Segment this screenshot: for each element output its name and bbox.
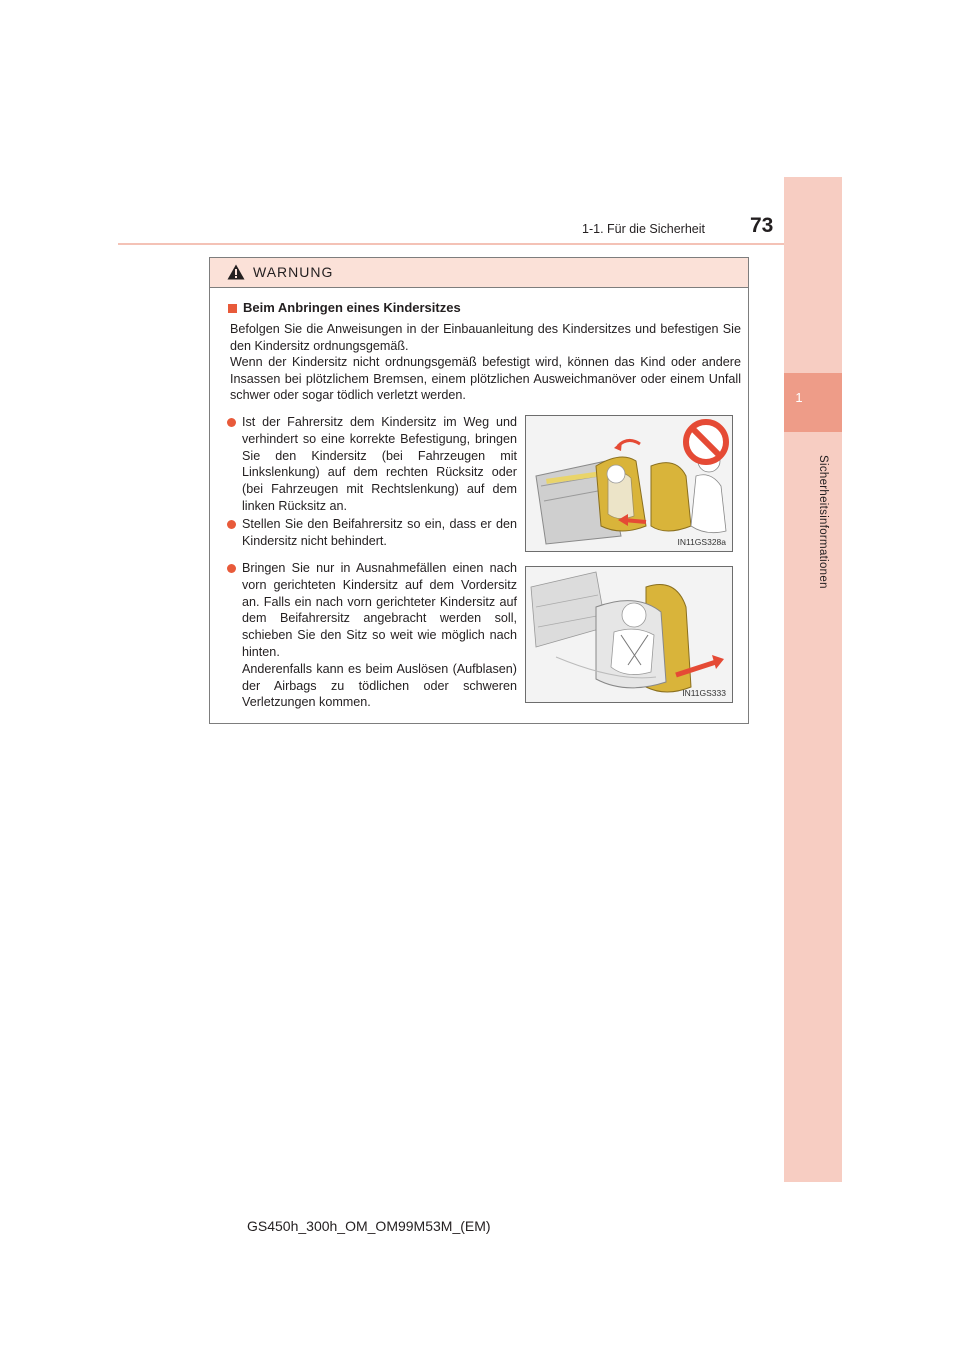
bullet-item [227,560,517,711]
bullet-dot-icon [227,564,236,573]
warning-triangle-icon [227,264,245,280]
figure-child-seat-rear [525,415,733,552]
bullet-dot-icon [227,418,236,427]
bullet-text: Stellen Sie den Beifahrersitz so ein, dass er den Kindersitz nicht behindert. [242,517,517,548]
bullet-dot-icon [227,520,236,529]
warning-header [210,258,748,288]
bullet-item [227,414,517,515]
section-paragraph: Befolgen Sie die Anweisungen in der Einbauanleitung des Kindersitzes und befestigen Sie den Kindersitz ordnungsgemäß. [230,322,741,353]
section-title: 1-1. Für die Sicherheit [582,222,705,236]
no-entry-icon [686,422,726,462]
warning-box [209,257,749,724]
bullet-text: Bringen Sie nur in Ausnahmefällen einen nach vorn gerichteten Kindersitz auf dem Vordersitz an. Falls ein nach vorn gerichteter Kindersitz auf dem Beifahrersitz angebracht werden soll, schieben Sie den Sitz so weit wie möglich nach hinten. [242,561,517,659]
figure-child-seat-front [525,566,733,703]
section-body [230,321,741,404]
chapter-number: 1 [795,390,803,405]
section-paragraph: Wenn der Kindersitz nicht ordnungsgemäß befestigt wird, können das Kind oder andere Insassen bei plötzlichem Bremsen, einem plötzlichen Ausweichmanöver oder einem Unfall schwer oder sogar tödlich verletzt werden. [230,355,741,402]
bullet-text: Anderenfalls kann es beim Auslösen (Aufblasen) der Airbags zu tödlichen oder schweren Verletzungen kommen. [242,661,517,710]
section-square-icon [228,304,237,313]
child-seat-illustration [526,416,732,551]
section-heading: Beim Anbringen eines Kindersitzes [243,300,461,315]
figure-code: IN11GS333 [682,688,726,698]
chapter-side-tab [784,177,842,1182]
warning-title: WARNUNG [253,264,334,280]
child-seat-front-illustration [526,567,732,702]
page-number: 73 [750,214,774,237]
bullet-text: Ist der Fahrersitz dem Kindersitz im Weg und verhindert so eine korrekte Befestigung, bringen Sie den Kindersitz (bei Fahrzeugen mit Linkslenkung) auf dem rechten Rücksitz oder (bei Fahrzeugen mit Rechtslenkung) auf dem linken Rücksitz an. [242,415,517,513]
figure-code: IN11GS328a [677,537,726,547]
chapter-label: Sicherheitsinformationen [817,455,829,589]
header-rule [118,243,784,245]
bullet-item [227,516,517,550]
document-code: GS450h_300h_OM_OM99M53M_(EM) [247,1218,491,1234]
